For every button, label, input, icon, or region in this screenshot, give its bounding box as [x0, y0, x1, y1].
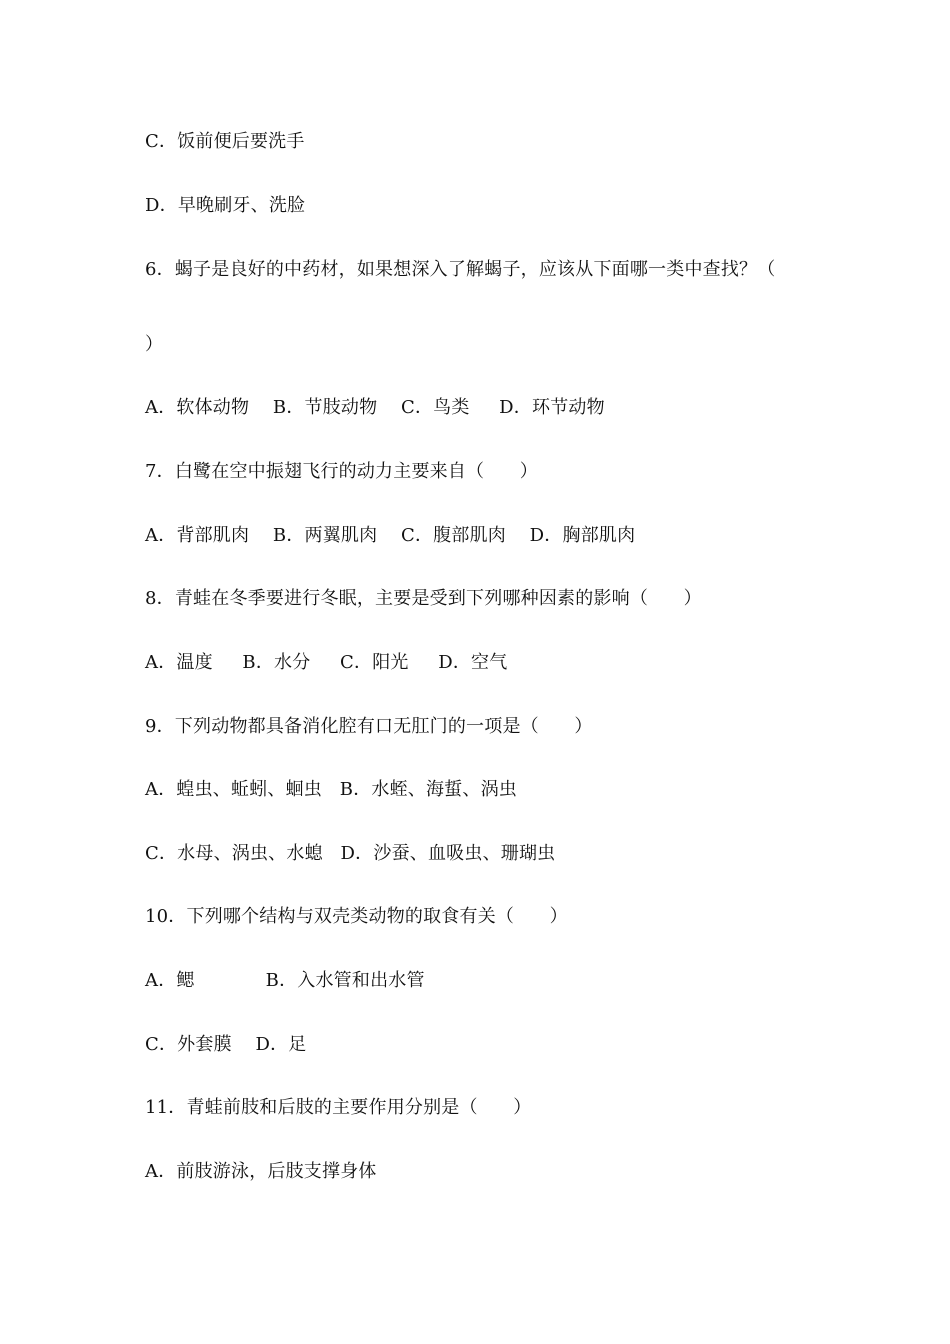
question-10-options-cd: C．外套膜 D．足	[145, 1034, 307, 1055]
question-8-options: A．温度 B．水分 C．阳光 D．空气	[145, 652, 508, 673]
question-6-options: A．软体动物 B．节肢动物 C．鸟类 D．环节动物	[145, 397, 605, 418]
question-7-options: A．背部肌肉 B．两翼肌肉 C．腹部肌肉 D．胸部肌肉	[145, 525, 636, 546]
question-11: 11．青蛙前肢和后肢的主要作用分别是（ ）	[145, 1097, 532, 1118]
question-10-options-ab: A．鳃 B．入水管和出水管	[145, 970, 425, 991]
question-9-options-ab: A．蝗虫、蚯蚓、蛔虫 B．水蛭、海蜇、涡虫	[145, 779, 517, 800]
question-10: 10．下列哪个结构与双壳类动物的取食有关（ ）	[145, 906, 568, 927]
option-5c: C．饭前便后要洗手	[145, 131, 305, 152]
question-9: 9．下列动物都具备消化腔有口无肛门的一项是（ ）	[145, 716, 593, 737]
question-9-options-cd: C．水母、涡虫、水螅 D．沙蚕、血吸虫、珊瑚虫	[145, 843, 556, 864]
question-6: 6．蝎子是良好的中药材，如果想深入了解蝎子，应该从下面哪一类中查找？（	[145, 259, 776, 280]
question-8: 8．青蛙在冬季要进行冬眠，主要是受到下列哪种因素的影响（ ）	[145, 588, 702, 609]
question-11-option-a: A．前肢游泳，后肢支撑身体	[145, 1161, 377, 1182]
question-7: 7．白鹭在空中振翅飞行的动力主要来自（ ）	[145, 461, 538, 482]
option-5d: D．早晚刷牙、洗脸	[145, 195, 306, 216]
question-6-continuation: ）	[145, 334, 164, 355]
